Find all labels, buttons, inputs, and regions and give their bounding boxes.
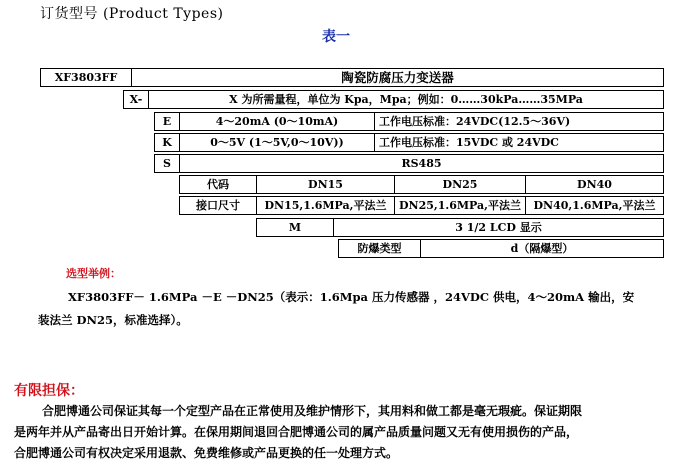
- flange-code-dn40: DN40: [525, 175, 664, 194]
- flange-code-dn25: DN25: [394, 175, 526, 194]
- range-code-cell: X-: [123, 90, 149, 109]
- display-code-cell: M: [256, 218, 334, 237]
- warranty-line-2: 是两年并从产品寄出日开始计算。在保用期间退回合肥博通公司的属产品质量问题又无有使用损伤的产品，: [14, 425, 579, 439]
- explosion-value-cell: d（隔爆型）: [420, 239, 664, 258]
- warranty-title: 有限担保：: [14, 383, 84, 399]
- example-text: [38, 286, 663, 332]
- order-model-heading: 订货型号 (Product Types): [40, 6, 224, 22]
- warranty-line-1: 合肥博通公司保证其每一个定型产品在正常使用及维护情形下，其用料和做工都是毫无瑕疵。保证期限: [42, 404, 583, 418]
- flange-code-label: 代码: [179, 175, 257, 194]
- output-code-s: S: [154, 154, 180, 173]
- display-desc-cell: 3 1/2 LCD 显示: [333, 218, 664, 237]
- flange-code-dn15: DN15: [256, 175, 395, 194]
- product-name-cell: 陶瓷防腐压力变送器: [131, 68, 664, 87]
- warranty-text: [14, 401, 674, 464]
- flange-size-dn25: DN25,1.6MPa,平法兰: [394, 196, 526, 215]
- output-voltage-k: 工作电压标准：15VDC 或 24VDC: [374, 133, 664, 152]
- example-label: 选型举例：: [66, 267, 121, 280]
- flange-size-dn40: DN40,1.6MPa,平法兰: [525, 196, 664, 215]
- flange-size-label: 接口尺寸: [179, 196, 257, 215]
- example-line-1: XF3803FF－ 1.6MPa －E －DN25（表示：1.6Mpa 压力传感器 ，24VDC 供电，4～20mA 输出，安: [68, 290, 635, 304]
- explosion-label-cell: 防爆类型: [338, 239, 421, 258]
- output-voltage-e: 工作电压标准：24VDC(12.5～36V): [374, 112, 664, 131]
- model-cell: XF3803FF: [40, 68, 132, 87]
- example-line-2: 装法兰 DN25，标准选择）。: [38, 313, 188, 327]
- output-signal-e: 4～20mA (0～10mA): [179, 112, 375, 131]
- output-signal-k: 0～5V (1～5V,0～10V)): [179, 133, 375, 152]
- output-code-e: E: [154, 112, 180, 131]
- output-signal-s: RS485: [179, 154, 664, 173]
- table-title: 表一: [322, 29, 350, 45]
- warranty-line-3: 合肥博通公司有权决定采用退款、免费维修或产品更换的任一处理方式。: [14, 446, 399, 460]
- flange-size-dn15: DN15,1.6MPa,平法兰: [256, 196, 395, 215]
- range-desc-cell: X 为所需量程，单位为 Kpa，Mpa；例如：0……30kPa……35MPa: [148, 90, 664, 109]
- output-code-k: K: [154, 133, 180, 152]
